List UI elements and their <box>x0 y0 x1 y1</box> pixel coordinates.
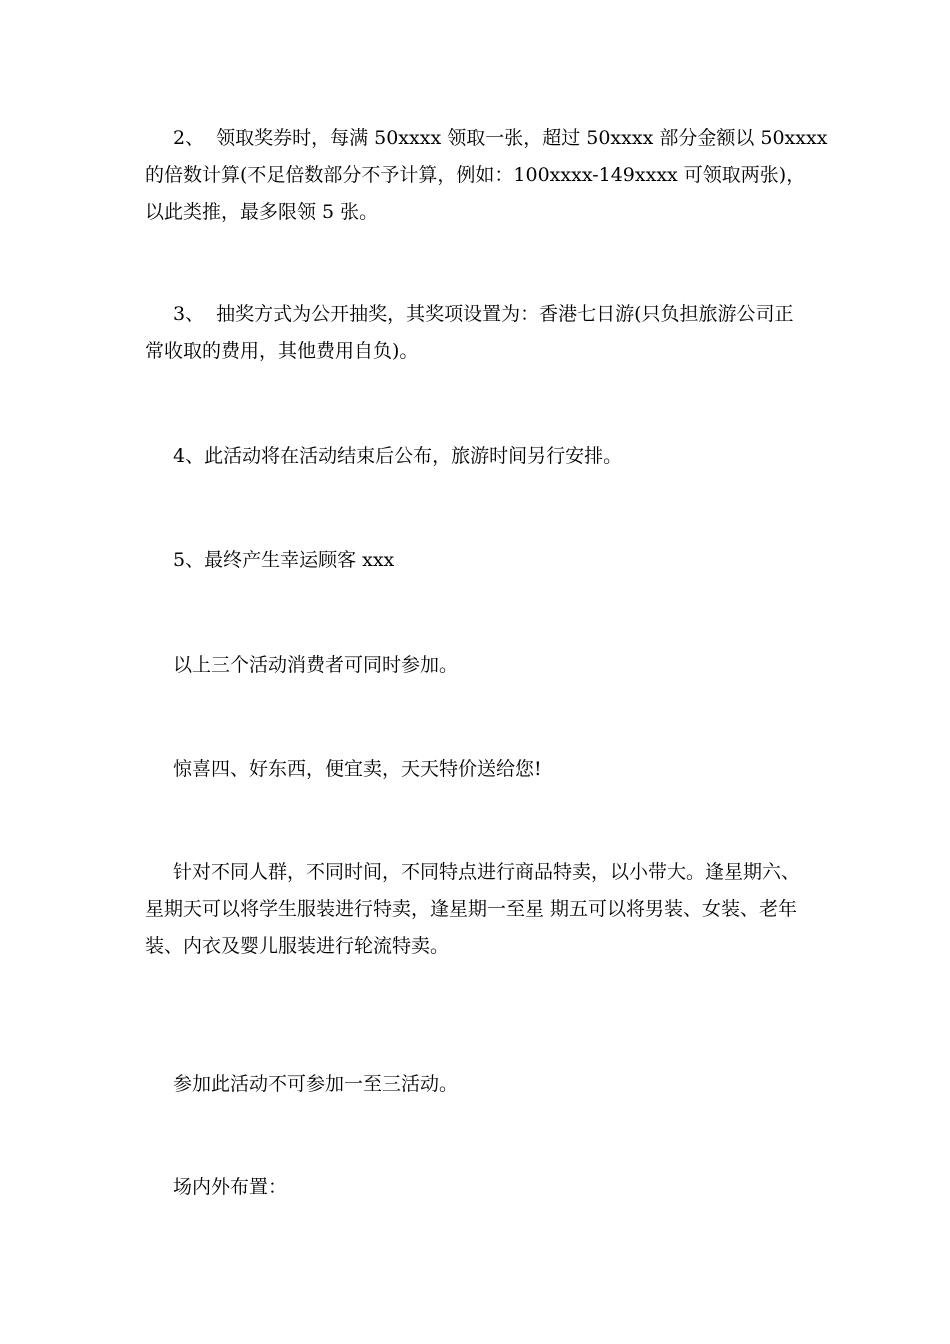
paragraph-2-line-1: 2、 领取奖券时，每满 50xxxx 领取一张，超过 50xxxx 部分金额以 50xxxx <box>173 127 828 149</box>
paragraph-5: 5、最终产生幸运顾客 xxx <box>173 549 395 571</box>
summary-paragraph: 以上三个活动消费者可同时参加。 <box>173 654 459 676</box>
item-number: 2、 <box>173 127 205 149</box>
special-sale-line-3: 装、内衣及婴儿服装进行轮流特卖。 <box>145 935 450 957</box>
paragraph-3-line-2: 常收取的费用，其他费用自负)。 <box>145 340 419 362</box>
paragraph-3-line-1: 3、 抽奖方式为公开抽奖，其奖项设置为：香港七日游(只负担旅游公司正 <box>173 303 794 325</box>
special-sale-line-2: 星期天可以将学生服装进行特卖，逢星期一至星 期五可以将男装、女装、老年 <box>145 898 798 920</box>
item-number: 3、 <box>173 303 205 325</box>
restriction-note: 参加此活动不可参加一至三活动。 <box>173 1073 459 1095</box>
special-sale-line-1: 针对不同人群，不同时间，不同特点进行商品特卖，以小带大。逢星期六、 <box>173 861 801 883</box>
paragraph-4: 4、此活动将在活动结束后公布，旅游时间另行安排。 <box>173 445 623 467</box>
surprise-four-heading: 惊喜四、好东西，便宜卖，天天特价送给您! <box>173 758 542 780</box>
paragraph-2-line-2: 的倍数计算(不足倍数部分不予计算，例如：100xxxx-149xxxx 可领取两张)， <box>145 164 806 186</box>
paragraph-2-line-3: 以此类推，最多限领 5 张。 <box>145 201 379 223</box>
venue-layout-heading: 场内外布置： <box>173 1176 288 1198</box>
